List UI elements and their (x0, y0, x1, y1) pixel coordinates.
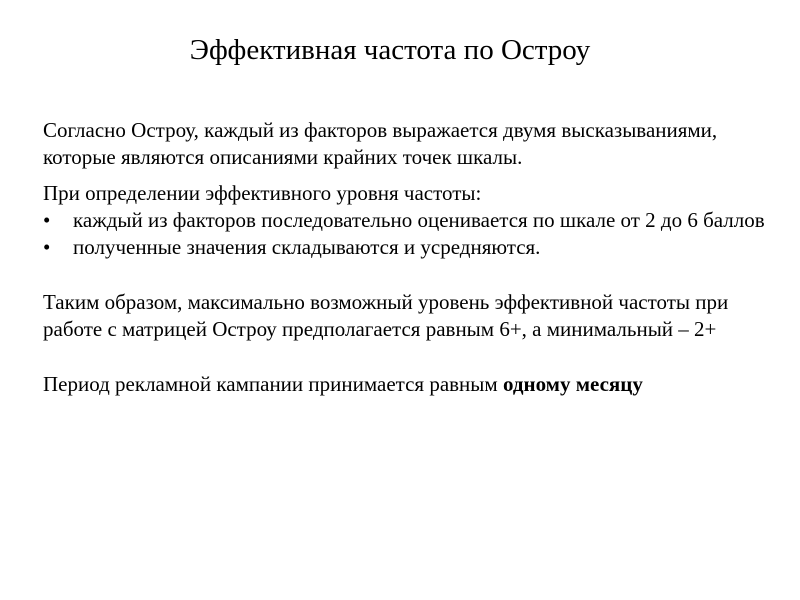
bullet-text-1: каждый из факторов последовательно оценивается по шкале от 2 до 6 баллов (73, 208, 765, 232)
period-paragraph (43, 371, 768, 398)
bullet-item-1 (43, 207, 768, 234)
definition-heading: При определении эффективного уровня частоты: (43, 181, 482, 205)
period-text: Период рекламной кампании принимается равным (43, 372, 503, 396)
bullet-text-2: полученные значения складываются и усредняются. (73, 235, 541, 259)
bullet-icon: • (43, 235, 51, 259)
slide-body (43, 117, 768, 398)
spacer (43, 343, 768, 371)
conclusion-paragraph: Таким образом, максимально возможный уровень эффективной частоты при работе с матрицей Остроу предполагается равным 6+, а минимальный – 2+ (43, 290, 729, 341)
spacer (43, 261, 768, 289)
period-emphasis: одному месяцу (502, 372, 643, 396)
intro-paragraph: Согласно Остроу, каждый из факторов выражается двумя высказываниями, которые являются описаниями крайних точек шкалы. (43, 118, 718, 169)
bullet-item-2 (43, 234, 768, 261)
spacer (43, 171, 768, 180)
bullet-icon: • (43, 208, 51, 232)
slide-title: Эффективная частота по Остроу (189, 34, 591, 66)
